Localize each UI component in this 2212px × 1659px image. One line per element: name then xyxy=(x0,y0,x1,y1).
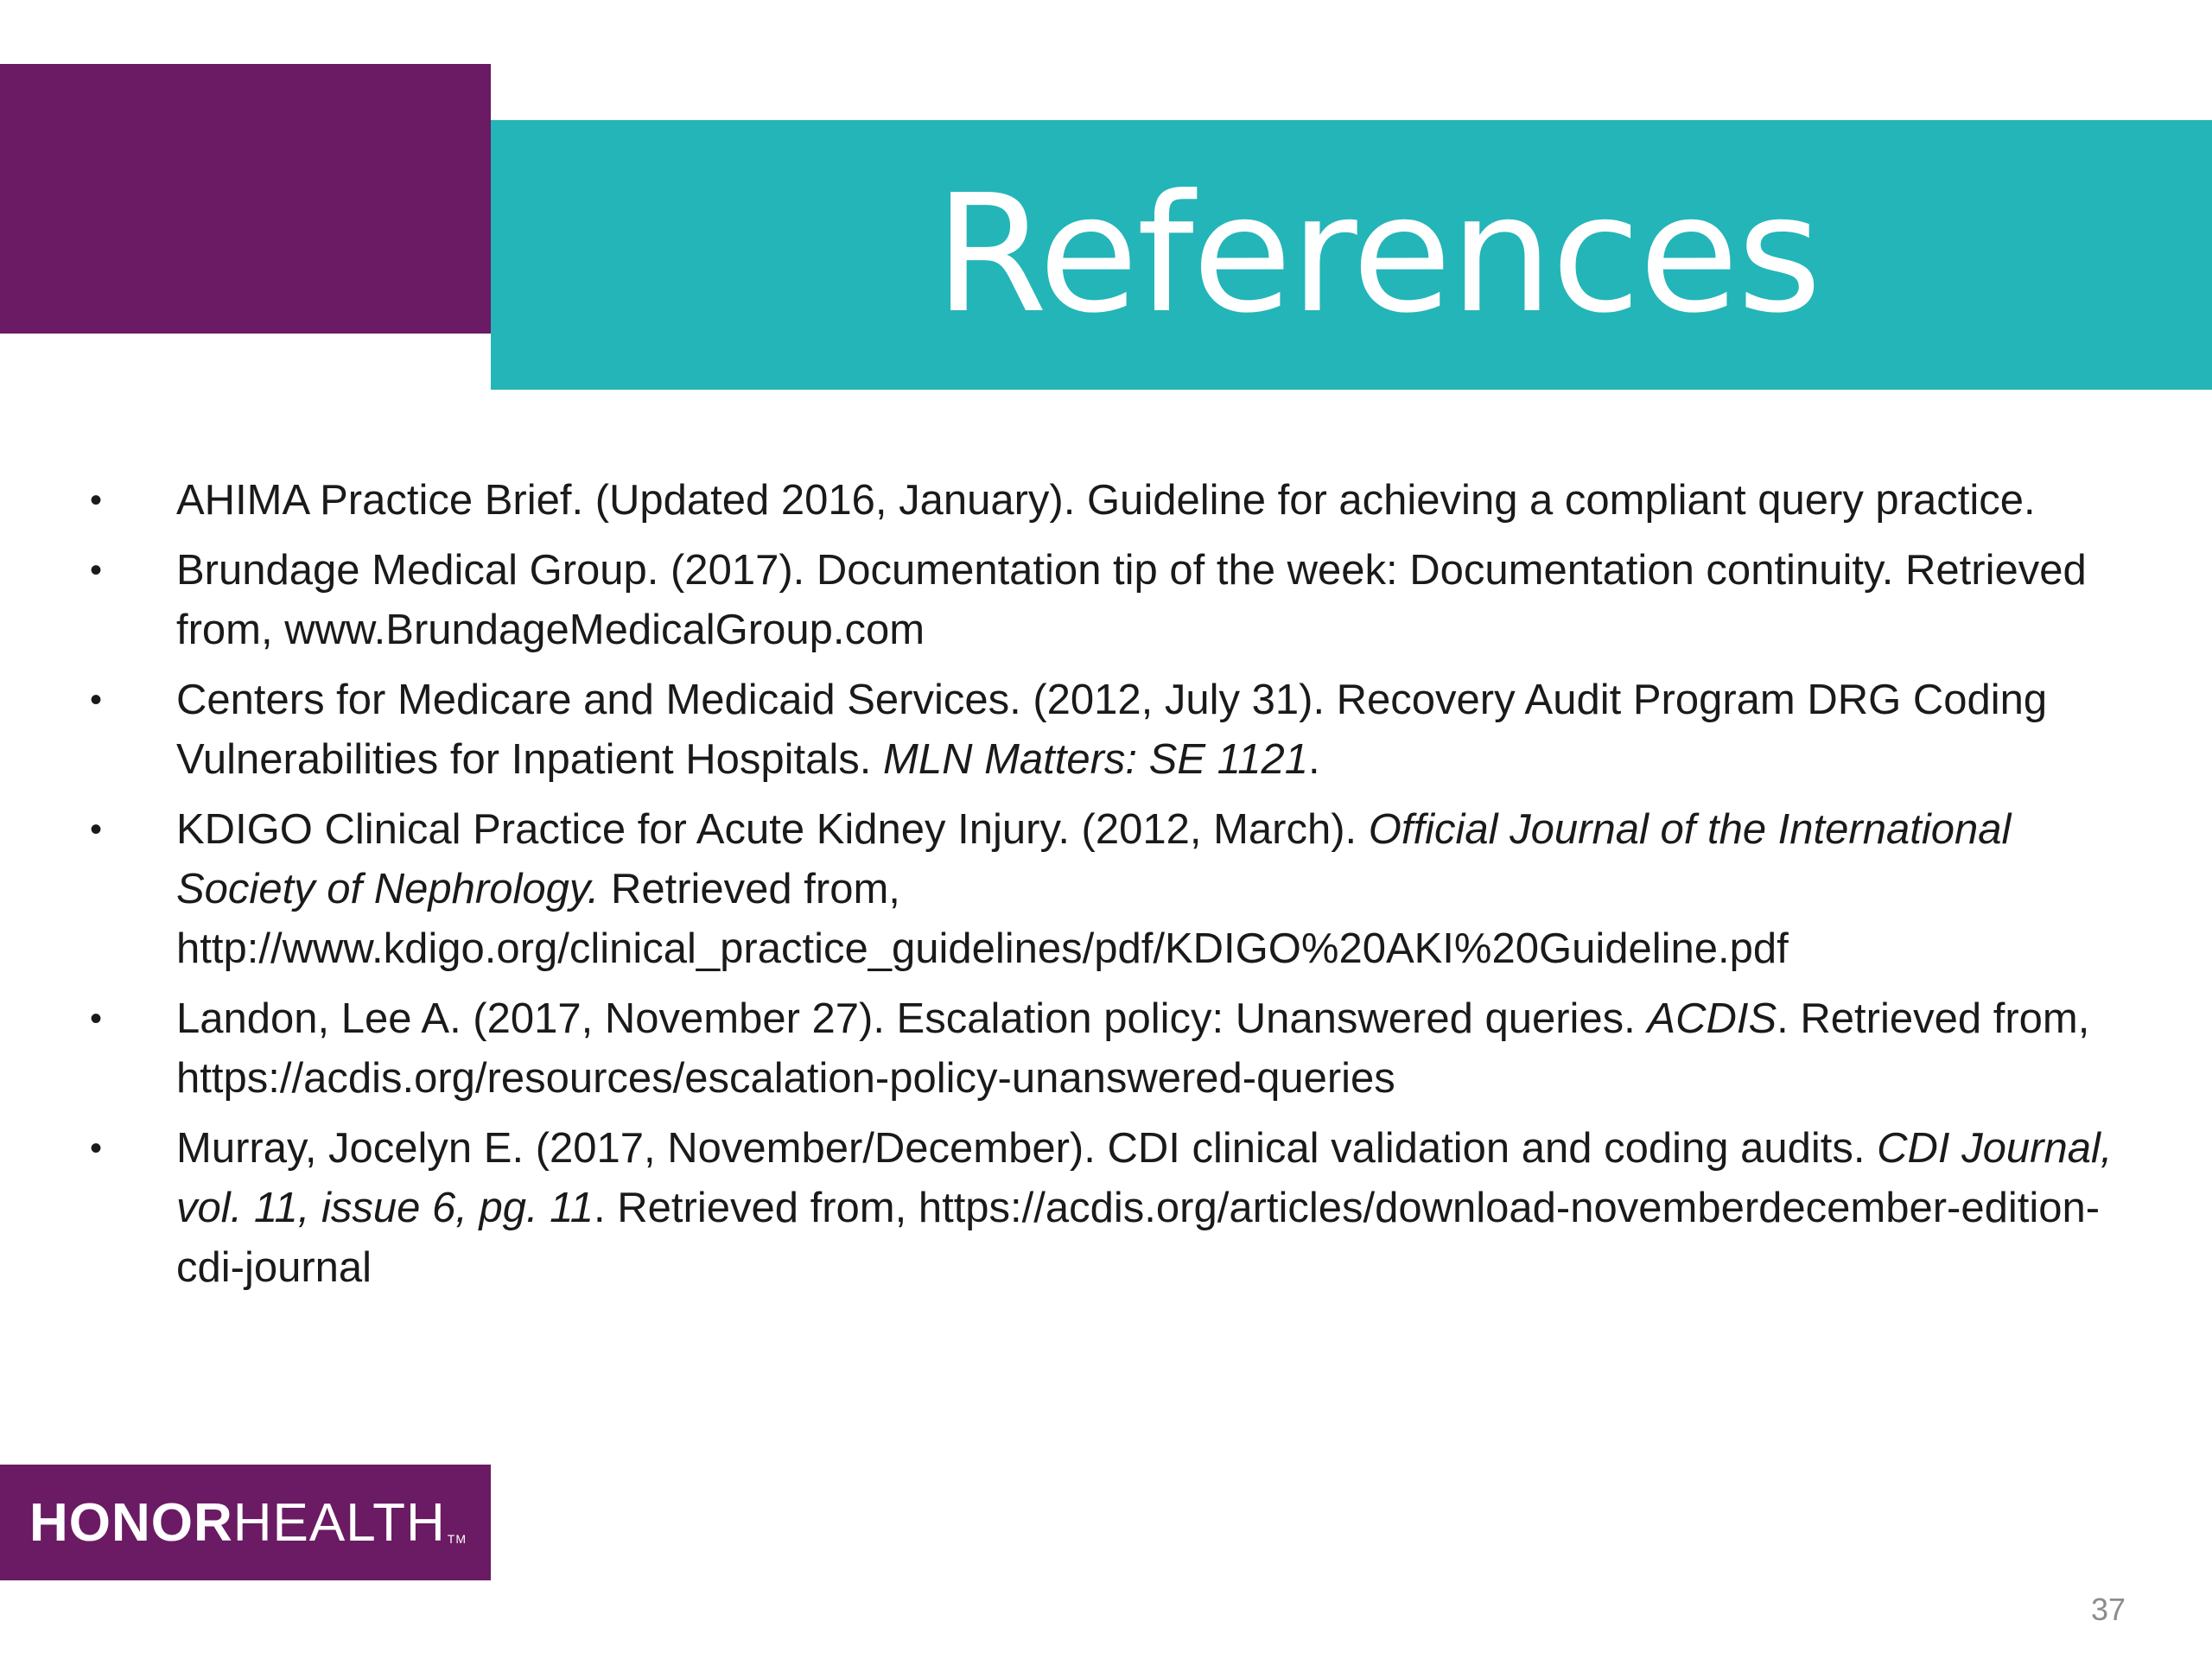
logo-text-honor: HONOR xyxy=(29,1492,233,1553)
reference-text: AHIMA Practice Brief. (Updated 2016, January). Guideline for achieving a compliant query practice. xyxy=(176,477,2036,524)
reference-text: Landon, Lee A. (2017, November 27). Escalation policy: Unanswered queries. xyxy=(176,995,1648,1042)
reference-text: . Retrieved from, https://acdis.org/resources/escalation-policy-unanswered-queries xyxy=(176,995,2090,1102)
reference-item xyxy=(0,989,2134,1109)
reference-text: . Retrieved from, https://acdis.org/articles/download-novemberdecember-edition-cdi-journal xyxy=(176,1185,2101,1291)
bullet-icon: • xyxy=(90,1129,103,1167)
reference-text: Brundage Medical Group. (2017). Documentation tip of the week: Documentation continuity. Retrieved from, www.BrundageMedicalGroup.com xyxy=(176,547,2087,653)
reference-text: Centers for Medicare and Medicaid Services. (2012, July 31). Recovery Audit Program DRG Coding Vulnerabilities for Inpatient Hospitals. xyxy=(176,677,2048,783)
reference-item xyxy=(0,541,2134,660)
references-list xyxy=(0,471,2134,1308)
slide-title: References xyxy=(934,160,1821,349)
bullet-icon: • xyxy=(90,681,103,719)
bullet-icon: • xyxy=(90,481,103,519)
reference-source-italic: CDI Journal, vol. 11, issue 6, pg. 11 xyxy=(176,1125,2113,1231)
reference-item xyxy=(0,1119,2134,1298)
reference-text: Retrieved from, http://www.kdigo.org/clinical_practice_guidelines/pdf/KDIGO%20AKI%20Guideline.pdf xyxy=(176,866,1789,972)
logo-trademark: TM xyxy=(447,1532,467,1546)
reference-item xyxy=(0,800,2134,979)
reference-text: KDIGO Clinical Practice for Acute Kidney Injury. (2012, March). xyxy=(176,806,1369,853)
bullet-icon: • xyxy=(90,551,103,589)
reference-source-italic: MLN Matters: SE 1121 xyxy=(883,736,1309,783)
reference-source-italic: Official Journal of the International Society of Nephrology. xyxy=(176,806,2012,912)
page-number: 37 xyxy=(2090,1592,2126,1627)
bullet-icon: • xyxy=(90,810,103,849)
reference-source-italic: ACDIS xyxy=(1647,995,1777,1042)
reference-item xyxy=(0,671,2134,790)
reference-text: Murray, Jocelyn E. (2017, November/December). CDI clinical validation and coding audits. xyxy=(176,1125,1878,1172)
honorhealth-logo xyxy=(0,1465,491,1580)
bullet-icon: • xyxy=(90,1000,103,1038)
purple-accent-block xyxy=(0,64,491,334)
reference-item xyxy=(0,471,2134,531)
logo-text-health: HEALTH xyxy=(232,1492,446,1553)
reference-text: . xyxy=(1308,736,1320,783)
